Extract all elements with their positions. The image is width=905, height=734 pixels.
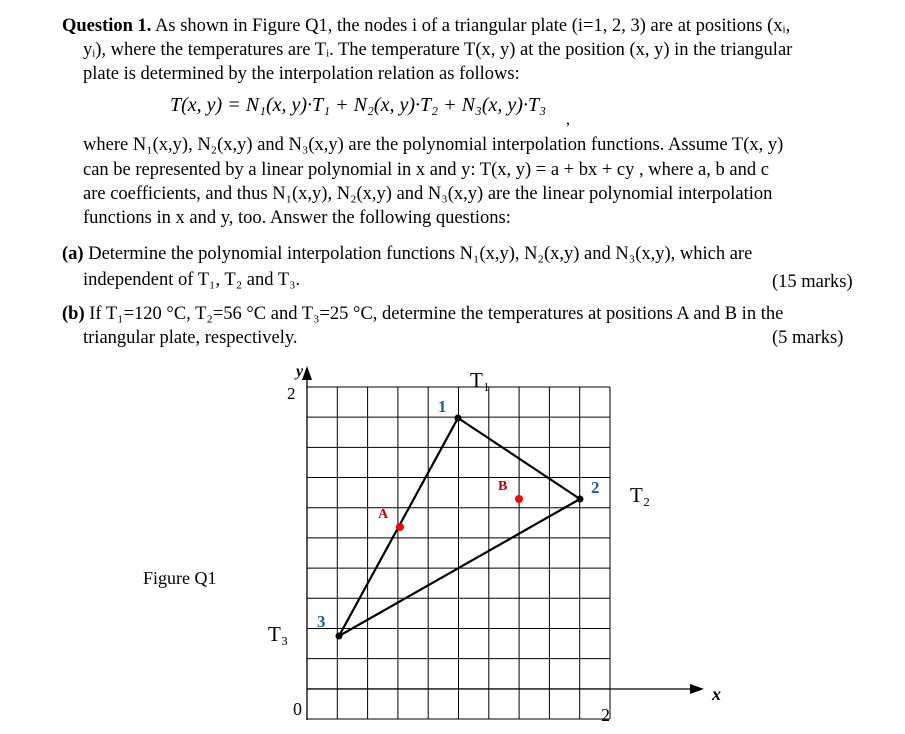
node-2-dot <box>577 496 584 503</box>
node-3-label: 3 <box>317 612 326 631</box>
origin-label: 0 <box>293 699 302 719</box>
question-line-5: can be represented by a linear polynomial in x and y: T(x, y) = a + bx + cy , where a, b and c <box>83 160 769 180</box>
y-axis-arrow-icon <box>302 366 312 380</box>
part-b-label: (b) <box>62 304 85 324</box>
part-a-label: (a) <box>62 244 84 264</box>
point-a-dot <box>396 523 404 531</box>
question-line-2: yᵢ), where the temperatures are Tᵢ. The temperature T(x, y) at the position (x, y) in the triangular <box>83 40 793 60</box>
part-a-text-1: Determine the polynomial interpolation functions N₁(x,y), N₂(x,y) and N₃(x,y), which are <box>88 244 753 264</box>
equation-comma: , <box>566 111 570 128</box>
temp-label-t1: T₁ <box>470 368 491 392</box>
question-text-1: As shown in Figure Q1, the nodes i of a triangular plate (i=1, 2, 3) are at positions (xᵢ, <box>155 16 791 36</box>
question-line-3: plate is determined by the interpolation relation as follows: <box>83 64 520 84</box>
node-3-dot <box>336 633 343 640</box>
node-1-label: 1 <box>438 397 447 416</box>
x-axis-label: x <box>712 684 721 704</box>
question-line-6: are coefficients, and thus N₁(x,y), N₂(x,y) and N₃(x,y) are the linear polynomial interpolation <box>83 184 773 204</box>
part-b-line-2: triangular plate, respectively. <box>83 328 298 348</box>
grid <box>307 387 610 719</box>
part-b-marks: (5 marks) <box>772 328 844 348</box>
temp-label-t2: T₂ <box>630 483 651 507</box>
x-axis-arrow-icon <box>690 684 704 694</box>
part-b-text-1: If T₁=120 °C, T₂=56 °C and T₃=25 °C, determine the temperatures at positions A and B in the <box>89 304 784 324</box>
point-a-label: A <box>378 507 389 522</box>
point-b-label: B <box>498 479 508 494</box>
equation-text: T(x, y) = N₁(x, y)·T₁ + N₂(x, y)·T₂ + N₃(x, y)·T₃ <box>170 94 547 116</box>
question-line-7: functions in x and y, too. Answer the following questions: <box>83 208 511 228</box>
figure-caption: Figure Q1 <box>143 568 217 588</box>
part-a-line-2: independent of T₁, T₂ and T₃. <box>83 270 301 290</box>
node-2-label: 2 <box>591 478 600 497</box>
x-tick-label: 2 <box>601 705 610 725</box>
triangular-plate <box>339 418 580 636</box>
y-tick-label: 2 <box>287 384 296 403</box>
y-axis-label: y <box>296 363 304 380</box>
part-a-marks: (15 marks) <box>772 272 853 292</box>
question-line-4: where N₁(x,y), N₂(x,y) and N₃(x,y) are the polynomial interpolation functions. Assume T(x, y) <box>83 135 784 155</box>
node-1-dot <box>455 415 462 422</box>
question-heading: Question 1. <box>62 16 152 36</box>
temp-label-t3: T₃ <box>268 622 289 646</box>
point-b-dot <box>515 495 523 503</box>
